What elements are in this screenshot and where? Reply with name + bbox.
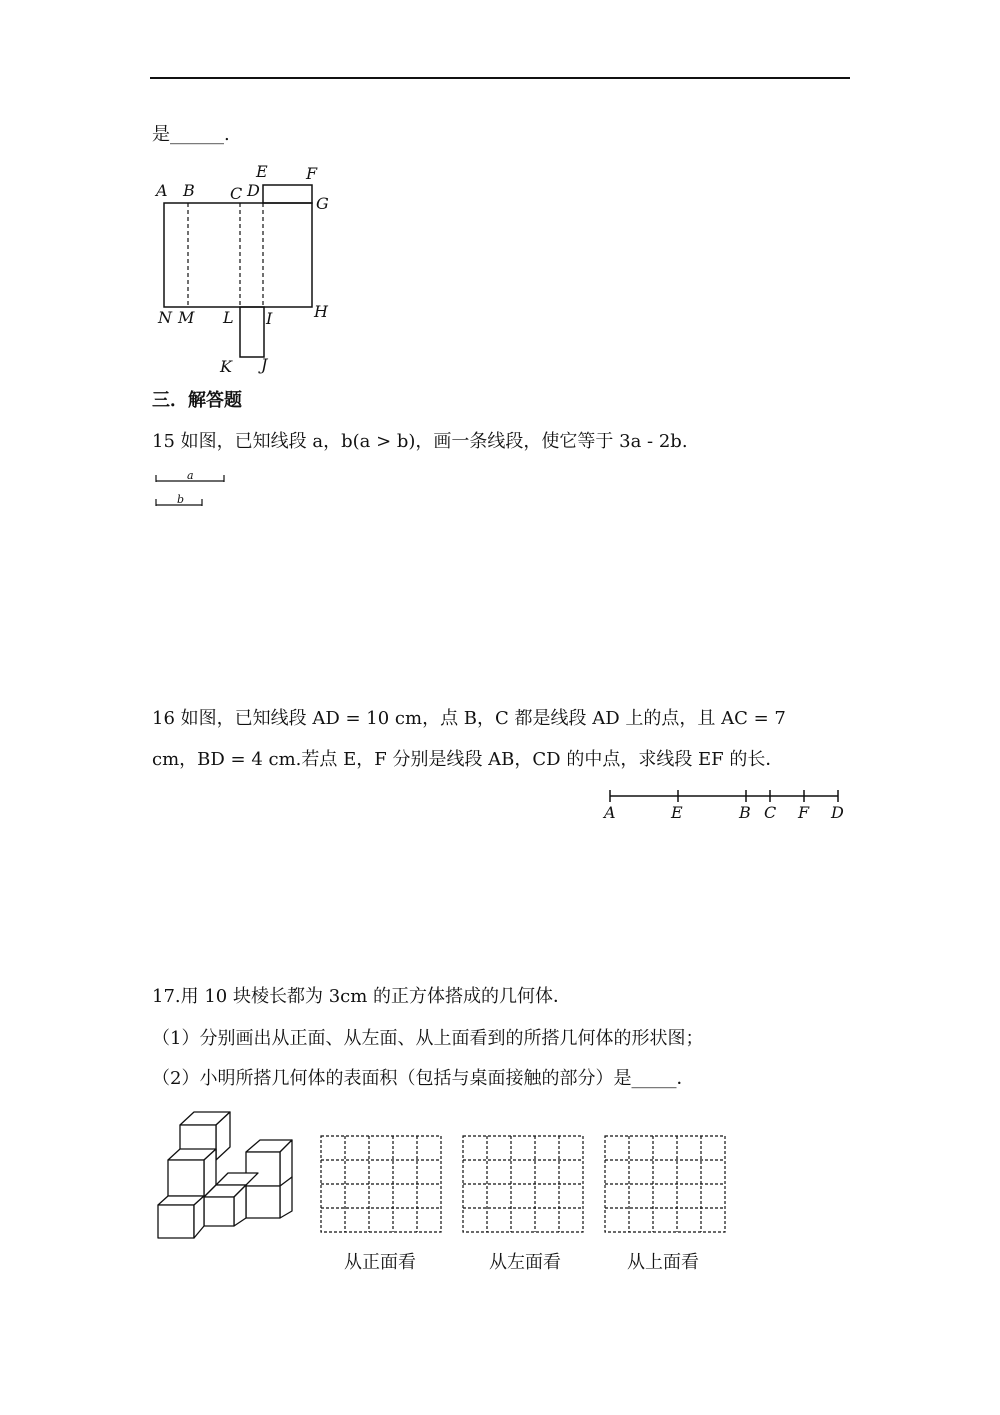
net-label-l: L xyxy=(223,308,234,327)
segment-b-label: b xyxy=(177,493,185,506)
q15-text: 15 如图，已知线段 a，b(a > b)，画一条线段，使它等于 3a - 2b. xyxy=(152,431,688,452)
net-label-n: N xyxy=(158,308,172,327)
net-top-flap xyxy=(263,185,312,203)
point-d-label: D xyxy=(831,803,844,822)
net-label-i: I xyxy=(266,309,273,328)
continued-answer-blank: 是______. xyxy=(152,124,230,145)
point-b-label: B xyxy=(739,803,751,822)
net-label-j: J xyxy=(261,355,268,374)
net-label-b: B xyxy=(183,181,195,200)
net-label-f: F xyxy=(306,164,318,183)
segment-a-label: a xyxy=(187,469,194,482)
q16-line2: cm，BD = 4 cm.若点 E，F 分别是线段 AB，CD 的中点，求线段 EF 的长． xyxy=(152,749,784,770)
section-title: 三．解答题 xyxy=(152,390,242,411)
net-main-rect xyxy=(164,203,312,307)
box-net-figure xyxy=(150,160,350,380)
net-label-m: M xyxy=(178,308,195,327)
stacked-cubes-figure xyxy=(150,1105,300,1240)
caption-top-view: 从上面看 xyxy=(627,1252,699,1273)
point-a-label: A xyxy=(604,803,616,822)
net-label-c: C xyxy=(230,184,243,203)
net-label-k: K xyxy=(220,357,232,376)
point-c-label: C xyxy=(764,803,777,822)
q17-line1: 17.用 10 块棱长都为 3cm 的正方体搭成的几何体． xyxy=(152,986,572,1007)
caption-left-view: 从左面看 xyxy=(489,1252,561,1273)
q17-line2: （1）分别画出从正面、从左面、从上面看到的所搭几何体的形状图； xyxy=(152,1028,704,1049)
grid-top-view xyxy=(604,1135,726,1233)
net-label-e: E xyxy=(256,162,268,181)
net-label-g: G xyxy=(316,194,329,213)
grid-left-view xyxy=(462,1135,584,1233)
q17-line3: （2）小明所搭几何体的表面积（包括与桌面接触的部分）是_____． xyxy=(152,1068,695,1089)
point-e-label: E xyxy=(671,803,683,822)
segment-ad-figure xyxy=(600,785,850,825)
point-f-label: F xyxy=(798,803,810,822)
segments-ab-figure xyxy=(150,465,235,513)
net-bottom-flap xyxy=(240,307,264,357)
net-label-h: H xyxy=(314,302,328,321)
net-label-d: D xyxy=(247,181,260,200)
header-rule xyxy=(150,77,850,79)
caption-front-view: 从正面看 xyxy=(344,1252,416,1273)
q16-line1: 16 如图，已知线段 AD = 10 cm，点 B，C 都是线段 AD 上的点，且 AC = 7 xyxy=(152,708,786,729)
net-label-a: A xyxy=(156,181,168,200)
grid-front-view xyxy=(320,1135,442,1233)
